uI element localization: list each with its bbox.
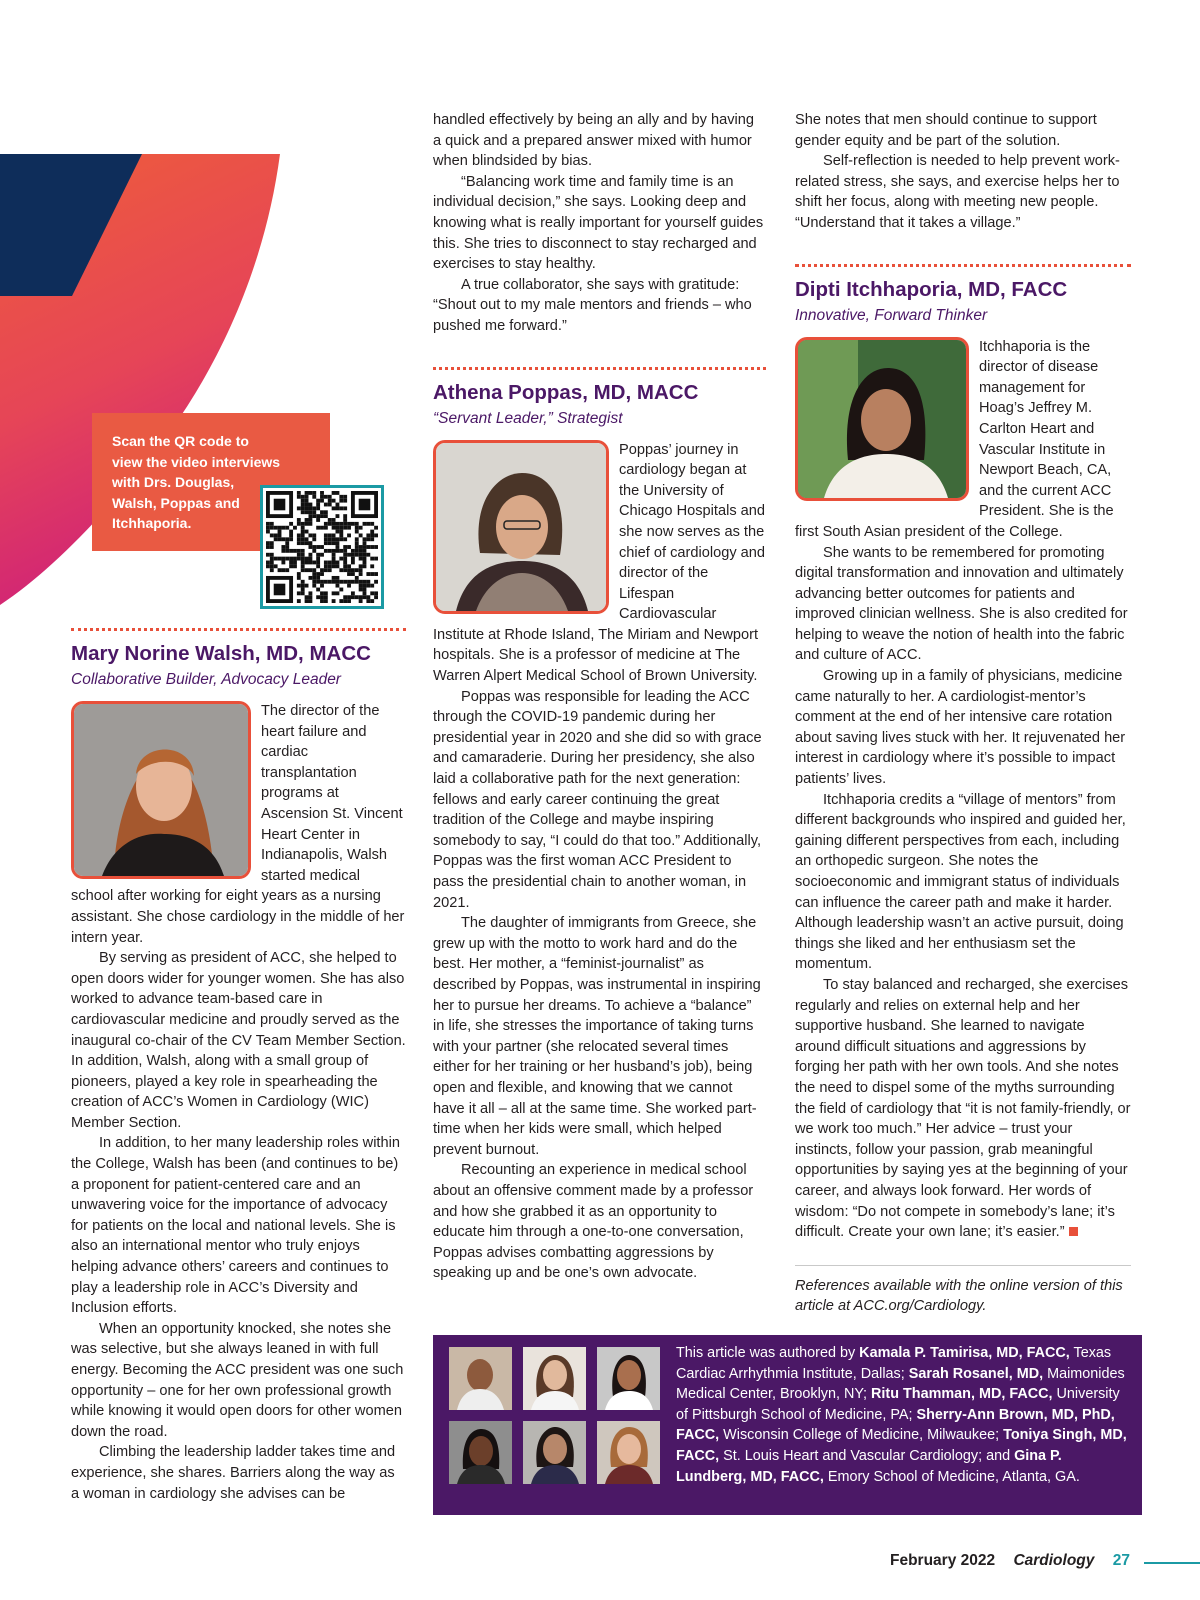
author-affiliation: St. Louis Heart and Vascular Cardiology; and [719,1447,1015,1464]
author-name: Ritu Thamman, MD, FACC, [871,1386,1053,1403]
itchhaporia-paragraph-1: Itchhaporia is the director of disease management for Hoag’s Jeffrey M. Carlton Heart and Vascular Institute in Newport Beach, CA, and the current ACC President. She is the first South Asian president of the College. [795,338,1114,540]
author-photo [449,1421,512,1484]
references-note: References available with the online version of this article at ACC.org/Cardiology. [795,1265,1131,1317]
author-name: Sarah Rosanel, MD, [908,1365,1044,1382]
author-name: Toniya Singh, MD, FACC, [676,1427,1127,1464]
walsh-paragraph-1: The director of the heart failure and cardiac transplantation programs at Ascension St. Vincent Heart Center in Indianapolis, Walsh started medical school after working for eight years as a nursing assistant. She chose cardiology in the middle of her intern year. [71,703,405,946]
middle-continued-3: A true collaborator, she says with gratitude: “Shout out to my male mentors and friends – who pushed me forward.” [433,276,752,334]
walsh-paragraph-4: When an opportunity knocked, she notes she was selective, but she always leaned in with full energy. Becoming the ACC president was one such opportunity – one for her own professional growth while knowing it would open doors for other women down the road. [71,1320,404,1440]
itchhaporia-photo [795,337,969,501]
walsh-photo [71,701,251,879]
right-continued-1: She notes that men should continue to support gender equity and be part of the solution. [795,112,1097,149]
right-continued-2: Self-reflection is needed to help prevent work-related stress, she says, and exercise helps her to shift her focus, along with meeting new people. “Understand that it takes a village.” [795,153,1120,231]
poppas-paragraph-4: Recounting an experience in medical school about an offensive comment made by a professor and how she grabbed it as an opportunity to educate him through a one-to-one conversation, Poppas advises combatting aggressions by speaking up and be one’s own advocate. [433,1162,754,1282]
itchhaporia-role: Innovative, Forward Thinker [795,306,988,324]
itchhaporia-paragraph-3: Growing up in a family of physicians, medicine came naturally to her. A cardiologist-mentor’s comment at the end of her intensive care rotation about saving lives stuck with her. It rejuvenated her interest in cardiology where it’s possible to impact patients’ lives. [795,668,1126,788]
end-mark-icon [1069,1227,1078,1236]
footer-rule [1144,1562,1200,1564]
middle-continued-2: “Balancing work time and family time is an individual decision,” she says. Looking deep and knowing what is really important for yourself guides this. She tries to disconnect to stay recharged and exercises to stay healthy. [433,173,764,273]
poppas-paragraph-2: Poppas was responsible for leading the ACC through the COVID-19 pandemic during her presidential year in 2020 and she did so with grace and camaraderie. During her presidency, she also laid a collaborative path for the next generation: fellows and early career continuing the great tradition of the College and maybe inspiring somebody to say, “I could do that too.” Additionally, Poppas was the first woman ACC President to pass the presidential chain to another woman, in 2021. [433,688,762,911]
section-divider [433,367,766,370]
itchhaporia-portrait-image [798,340,966,498]
author-affiliation: Emory School of Medicine, Atlanta, GA. [823,1468,1080,1485]
walsh-portrait-image [74,704,248,876]
right-column [795,110,1131,1317]
footer-page-number: 27 [1112,1552,1130,1569]
author-affiliation: University of Pittsburgh School of Medicine, PA; [676,1386,1120,1423]
poppas-portrait-image [436,443,606,611]
walsh-role: Collaborative Builder, Advocacy Leader [71,671,341,688]
footer-date: February 2022 [890,1552,996,1569]
author-photo [523,1421,586,1484]
author-affiliation: Texas Cardiac Arrhythmia Institute, Dallas; [676,1345,1112,1382]
walsh-paragraph-5: Climbing the leadership ladder takes time and experience, she shares. Barriers along the way as a woman in cardiology she advises can be [71,1444,396,1502]
author-affiliation: Maimonides Medical Center, Brooklyn, NY; [676,1365,1125,1403]
author-photo [597,1347,660,1410]
itchhaporia-name: Dipti Itchhaporia, MD, FACC [795,277,1068,301]
author-name: Sherry-Ann Brown, MD, PhD, FACC, [676,1406,1115,1444]
poppas-role: “Servant Leader,” Strategist [433,409,623,427]
poppas-name: Athena Poppas, MD, MACC [433,380,699,404]
section-divider [71,628,406,631]
qr-code-graphic [266,491,378,603]
author-photo [597,1421,660,1484]
author-portrait-image [597,1421,660,1484]
itchhaporia-paragraph-5-text: To stay balanced and recharged, she exercises regularly and relies on external help and her supportive husband. She learned to navigate around difficult situations and aggressions by forging her path with her own tools. And she notes the need to dispel some of the myths surrounding the field of cardiology that “it is not family-friendly, or we work too much.” Her advice – trust your instincts, follow your passion, grab meaningful opportunities by saying yes at the beginning of your career, and always look forward. Her words of wisdom: “Do not compete in somebody’s lane; it’s difficult. Create your own lane; it’s easier.” [795,976,1131,1241]
poppas-photo [433,440,609,614]
footer [890,1552,1130,1570]
author-credits [676,1343,1128,1487]
itchhaporia-paragraph-5 [795,975,1131,1243]
author-portrait-image [449,1421,512,1484]
walsh-name: Mary Norine Walsh, MD, MACC [71,642,371,665]
author-box [433,1335,1142,1515]
author-portrait-image [597,1347,660,1410]
author-intro: This article was authored by [676,1345,860,1361]
author-name: Kamala P. Tamirisa, MD, FACC, [859,1345,1070,1361]
author-photo [449,1347,512,1410]
author-portrait-image [449,1347,512,1410]
left-column [71,628,406,1504]
author-photo [523,1347,586,1410]
footer-magazine: Cardiology [1013,1552,1095,1569]
middle-continued-1: handled effectively by being an ally and by having a quick and a prepared answer mixed with humor when blindsided by bias. [433,112,755,170]
walsh-paragraph-3: In addition, to her many leadership roles within the College, Walsh has been (and continues to be) a proponent for patient-centered care and an unwavering voice for the importance of advocacy for patients on the local and national levels. She is also an international mentor who truly enjoys helping advance others’ careers and continues to play a leadership role in ACC’s Diversity and Inclusion efforts. [71,1135,400,1317]
author-portrait-image [523,1347,586,1410]
itchhaporia-paragraph-2: She wants to be remembered for promoting digital transformation and innovation and ultimately advancing better outcomes for patients and improved clinician wellness. She is also credited for helping to weave the notion of health into the fabric and culture of ACC. [795,544,1128,664]
itchhaporia-paragraph-4: Itchhaporia credits a “village of mentors” from different backgrounds who inspired and guided her, gaining different perspectives from each, including an orthopedic surgeon. She notes the socioeconomic and immigrant status of individuals can influence the career path and make it harder. Although leadership wasn’t an active pursuit, doing things she liked and her enthusiasm set the momentum. [795,791,1126,973]
poppas-paragraph-1: Poppas’ journey in cardiology began at the University of Chicago Hospitals and she now serves as the chief of cardiology and director of the Lifespan Cardiovascular Institute at Rhode Island, The Miriam and Newport hospitals. She is a professor of medicine at The Warren Alpert Medical School of Brown University. [433,441,766,685]
middle-column [433,110,766,1284]
poppas-paragraph-3: The daughter of immigrants from Greece, she grew up with the motto to work hard and do the best. Her mother, a “feminist-journalist” as described by Poppas, was instrumental in inspiring her to pursue her dreams. To achieve a “balance” in life, she stresses the importance of taking turns with your partner (she relocated several times either for her training or her husband’s job), being open and flexible, and knowing that we cannot have it all – all at the same time. She worked part-time when her kids were small, which helped prevent burnout. [433,915,761,1158]
author-affiliation: Wisconsin College of Medicine, Milwaukee; [719,1427,1004,1444]
author-portrait-image [523,1421,586,1484]
walsh-paragraph-2: By serving as president of ACC, she helped to open doors wider for younger women. She has also worked to advance team-based care in cardiovascular medicine and proudly served as the inaugural co-chair of the CV Team Member Section. In addition, Walsh, along with a small group of pioneers, played a key role in spearheading the creation of ACC’s Women in Cardiology (WIC) Member Section. [71,950,406,1131]
section-divider [795,264,1131,267]
qr-caption: Scan the QR code to view the video interviews with Drs. Douglas, Walsh, Poppas and Itchhaporia. [112,433,281,531]
qr-code[interactable] [260,485,384,609]
author-name: Gina P. Lundberg, MD, FACC, [676,1447,1062,1485]
